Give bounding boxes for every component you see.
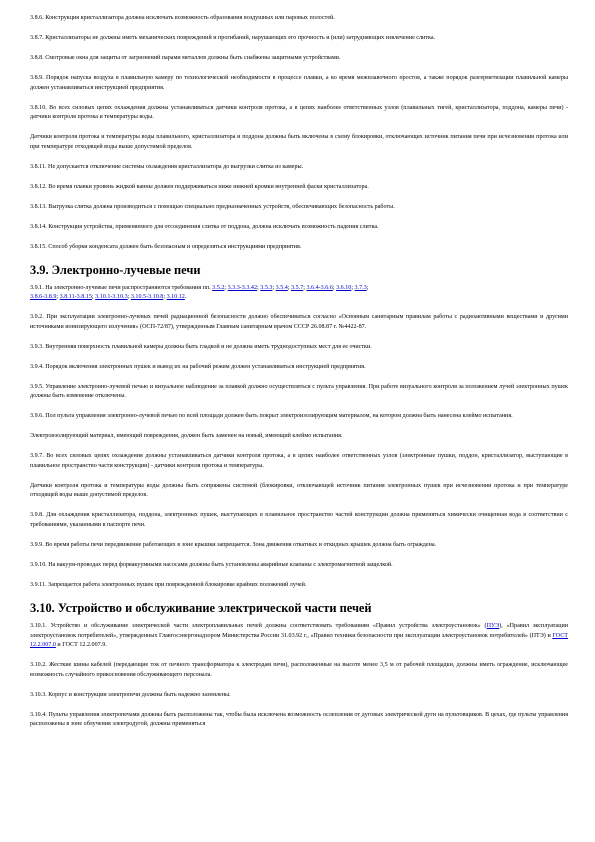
paragraph-3-8-9: 3.8.9. Порядок напуска воздуха в плавильную камеру по технологической необходимости в процессе плавки, а во время межплавочного простоя, а также порядок разгерметизации плавильной камеры должен устанавливаться инструкцией предприятия. — [30, 74, 568, 91]
paragraph-3-9-1 — [30, 284, 568, 303]
paragraph-3-8-6: 3.8.6. Конструкция кристаллизатора должна исключать возможность образования воздушных или паровых полостей. — [30, 15, 335, 21]
reference-link[interactable]: 3.8.6-3.8.9 — [30, 294, 57, 301]
paragraph-3-8-10-sensors: Датчики контроля протока и температуры воды плавильного, кристаллизатора и поддона должны быть включены в схему блокировки, отключающих источник питания печи при исчезновении протока или при температуре отходящей воды выше допустимой пределов. — [30, 134, 568, 150]
reference-links-line2: 3.8.6-3.8.9; 3.8.11-3.8.15; 3.10.1-3.10.3; 3.10.5-3.10.8; 3.10.12. — [30, 294, 187, 301]
reference-link[interactable]: 3.5.3 — [260, 284, 273, 291]
gost-12-2-007-0-link[interactable]: ГОСТ 12.2.007.0 — [30, 632, 568, 649]
paragraph-3-8-12: 3.8.12. Во время плавки уровень жидкой ванны должен поддерживаться ниже нижней кромки внутренней фаски кристаллизатора. — [30, 183, 369, 190]
reference-links-line1: 3.5.2; 3.3.3-3.3.42; 3.5.3; 3.5.4; 3.5.7; 3.6.4-3.6.6; 3.6.10; 3.7.3; — [212, 284, 369, 291]
paragraph-3-9-6: 3.9.6. Пол пульта управления электронно-лучевой печью по всей площади должен быть покрыт электроизолирующим материалом, на котором должна быть нанесена клеймо испытания. — [30, 413, 513, 420]
document-page — [30, 14, 568, 734]
paragraph-3-8-8: 3.8.8. Смотровые окна для защиты от загрязнений парами металлов должны быть снабжены защитными устройствами. — [30, 54, 341, 61]
paragraph-3-9-9: 3.9.9. Во время работы печи передвижение работающих в зоне крышки запрещается. Зона движения откатных и откидных крышек должна быть ограждена. — [30, 542, 437, 549]
paragraph-3-10-3: 3.10.3. Корпус и конструкции электропечи должны быть надежно заземлены. — [30, 691, 231, 698]
paragraph-3-10-1-text-a: 3.10.1. Устройство и обслуживание электрической части электроплавильных печей должны соответствовать требованиям «Правил устройства электроустановок» ( — [30, 622, 487, 629]
section-3-9-paragraphs — [30, 313, 568, 590]
paragraph-3-9-8: 3.9.8. Для охлаждения кристаллизатора, поддона, электронных пушек, выступающих в плавильное пространство частей конструкции должна применяться химически очищенная вода в соответствии с требованиями, указанными в паспорте печи. — [30, 512, 568, 529]
pue-link[interactable]: ПУЭ — [486, 622, 500, 629]
paragraph-3-8-14: 3.8.14. Конструкция устройства, применяемого для отсоединения слитка от поддона, должна исключать возможность падения слитка. — [30, 223, 379, 230]
paragraph-3-9-7-sensors: Датчики контроля протока и температуры воды должны быть сопряжены системой (блокировки, отключающей источник питания электронных пушек при исчезновении протока и при температуре отходящей воды выше допустимой пределов. — [30, 482, 568, 499]
paragraph-3-9-2: 3.9.2. При эксплуатации электронно-лучевых печей радиационной безопасности должно обеспечиваться согласно «Основным санитарным правилам работы с радиоактивными веществами и другими источниками ионизирующего излучения» (ОСП-72/87), утвержденным Главным санитарным врачом СССР 26.08.87 г. №4422-87. — [30, 314, 568, 330]
reference-link[interactable]: 3.10.5-3.10.8 — [130, 294, 164, 301]
paragraph-3-8-7: 3.8.7. Кристаллизаторы не должны иметь механических повреждений и прогибаний, нарушающих его прочность и (или) затрудняющих извлечение слитка. — [30, 34, 436, 41]
paragraph-3-9-5: 3.9.5. Управление электронно-лучевой печью и визуальное наблюдение за плавкой должно осуществляться с пульта управления. При работе визуального контроля за положением лучей электронных пушек должны быть изменение отключены. — [30, 383, 568, 400]
paragraph-3-9-1-prefix: 3.9.1. На электронно-лучевые печи распространяются требования пп. — [30, 284, 213, 291]
paragraph-3-9-10: 3.9.10. На вакуум-проводах перед форвакуумными насосами должны быть установлены аварийные клапаны с электромагнитной защелкой. — [30, 562, 393, 568]
paragraph-3-9-6-material: Электроизолирующий материал, имеющий повреждения, должен быть заменен на новый, имеющий клеймо испытания. — [30, 433, 343, 440]
paragraph-3-9-4: 3.9.4. Порядок включения электронных пушек и вывод их на рабочий режим должен устанавливаться инструкцией предприятия. — [30, 363, 366, 370]
reference-link[interactable]: 3.5.4 — [275, 284, 288, 291]
paragraph-3-10-1-text-c: и ГОСТ 12.2.007.9. — [55, 642, 107, 649]
reference-link[interactable]: 3.3.3-3.3.42 — [227, 284, 258, 291]
paragraph-3-8-13: 3.8.13. Выгрузка слитка должна производиться с помощью специально предназначенных устройств, обеспечивающих безопасность работы. — [30, 203, 395, 210]
reference-link[interactable]: 3.8.11-3.8.15 — [59, 294, 92, 301]
paragraph-3-10-2: 3.10.2. Жесткие шины кабелей (передающие ток от печного трансформатора к электродам печи), расположенные на высоте менее 3,5 м от рабочей площадки, должны иметь ограждение, исключающее возможность случайного прикосновения обслуживающего персонала. — [30, 662, 568, 678]
section-3-8-continuation — [30, 14, 568, 252]
paragraph-3-10-1 — [30, 622, 568, 651]
paragraph-3-8-11: 3.8.11. Не допускается отключение системы охлаждения кристаллизатора до выгрузки слитка из камеры. — [30, 163, 304, 170]
paragraph-3-10-1-text-b: ), «Правил эксплуатации электроустановок потребителей», утвержденных Главгосэнергонадзором Министерства России 31.03.92 г., «Правил техники безопасности при эксплуатации электроустановок потребителей» (ПТЭ) и — [30, 622, 568, 639]
paragraph-3-9-7: 3.9.7. Во всех силовых цепях охлаждения должны устанавливаться датчики контроля протока, а в цепях наиболее ответственных узлов (электронные пушки, поддон, кристаллизатор, выступающие в плавильное пространство части конструкции) - датчики контроля протока и температуры. — [30, 453, 568, 469]
reference-link[interactable]: 3.5.2 — [212, 284, 225, 291]
section-3-9-heading: 3.9. Электронно-лучевые печи — [30, 262, 201, 277]
paragraph-3-9-3: 3.9.3. Внутренняя поверхность плавильной камеры должна быть гладкой и не должна иметь труднодоступных мест для ее очистки. — [30, 343, 372, 350]
reference-link[interactable]: 3.7.3 — [354, 284, 367, 291]
reference-link[interactable]: 3.10.1-3.10.3 — [95, 294, 128, 301]
reference-link[interactable]: 3.6.4-3.6.6 — [306, 284, 333, 291]
paragraph-3-8-15: 3.8.15. Способ уборки конденсата должен быть безопасным и определяться инструкциями предприятия. — [30, 243, 302, 250]
paragraph-3-10-4: 3.10.4. Пульты управления электропечами должны быть расположены так, чтобы была исключена возможность ослепления от дуговых электрической дуги на пультовщиков. В цехах, где пульты управления расположены в зоне облучения электродугой, должны применяться — [30, 711, 568, 728]
reference-link[interactable]: 3.6.10 — [336, 284, 352, 291]
paragraph-3-9-11: 3.9.11. Запрещается работа электронных пушек при поврежденной блокировке крайних положений лучей. — [30, 581, 307, 588]
reference-link[interactable]: 3.5.7 — [291, 284, 304, 291]
reference-link[interactable]: 3.10.12 — [166, 294, 185, 301]
section-3-10-heading: 3.10. Устройство и обслуживание электрической части печей — [30, 600, 372, 615]
paragraph-3-8-10: 3.8.10. Во всех силовых цепях охлаждения должны устанавливаться датчики контроля протока, а в цепях наиболее ответственных узлов (плавильных тигей, кристаллизатора, поддона, камеры печи) - датчики контроля протока и температуры воды. — [30, 104, 568, 121]
